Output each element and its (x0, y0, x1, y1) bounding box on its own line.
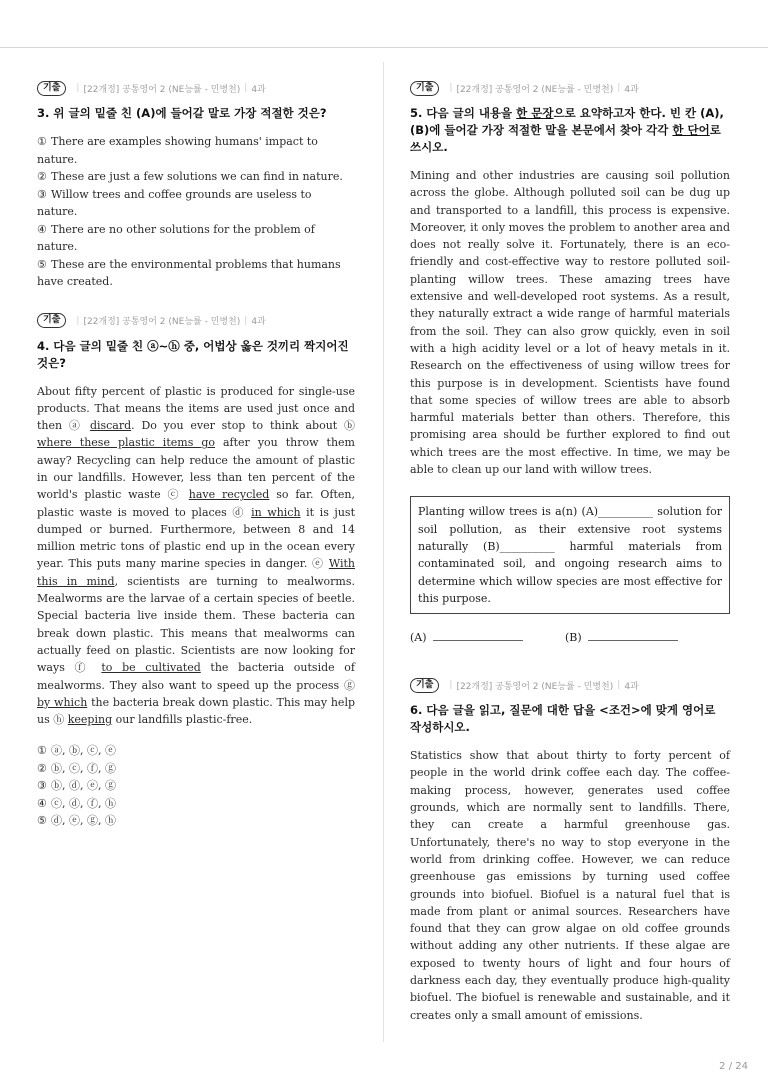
option-number: ④ (37, 796, 47, 810)
option-text: These are just a few solutions we can find in nature. (51, 170, 343, 183)
passage-underlined: With this in mind (37, 557, 355, 588)
lesson-label: 4과 (251, 317, 266, 327)
option-1[interactable] (37, 133, 355, 168)
option-2[interactable] (37, 168, 355, 186)
option-number: ⑤ (37, 257, 47, 271)
passage-text: , scientists are turning to mealworms. Mealworms are the larvae of a certain species of beetle. Special bacteria live inside them. These bacteria can break down plastic. This means that mealworms can actually feed on plastic. Scientists are now looking for ways ⓕ (37, 574, 356, 675)
option-text: There are examples showing humans' impact to nature. (37, 135, 318, 166)
question-meta: 기출 | [22개정] 공통영어 2 (NE능률 - 민병천) | 4과 (410, 677, 730, 693)
option-2[interactable] (37, 760, 355, 778)
option-text: There are no other solutions for the problem of nature. (37, 222, 315, 253)
passage-text: it is just dumped or burned. Furthermore, between 8 and 14 million metric tons of plastic end up in the ocean every year. This puts many marine species in danger. ⓔ (37, 505, 355, 571)
option-text: These are the environmental problems that humans have created. (37, 257, 341, 288)
question-meta: 기출 | [22개정] 공통영어 2 (NE능률 - 민병천) | 4과 (37, 80, 355, 96)
title-text: 로 쓰시오. (410, 123, 721, 154)
passage-text: the bacteria outside of mealworms. They also want to speed up the process ⓖ (37, 661, 356, 692)
option-number: ③ (37, 779, 47, 793)
column-divider (383, 62, 384, 1042)
option-3[interactable] (37, 186, 355, 221)
past-exam-tag: 기출 (410, 678, 439, 693)
passage-underlined: keeping (67, 713, 113, 727)
title-underlined: 한 단어 (672, 123, 710, 137)
question-5-title (410, 105, 730, 156)
option-text: ⓑ, ⓓ, ⓔ, ⓖ (51, 779, 116, 793)
source-label: [22개정] 공통영어 2 (NE능률 - 민병천) (83, 317, 241, 327)
lesson-label: 4과 (624, 84, 639, 95)
option-text: Willow trees and coffee grounds are useless to nature. (37, 187, 312, 218)
option-number: ① (37, 744, 47, 758)
option-text: ⓒ, ⓓ, ⓕ, ⓗ (51, 796, 116, 810)
question-4-title: 4. 다음 글의 밑줄 친 ⓐ~ⓗ 중, 어법상 옳은 것끼리 짝지어진 것은? (37, 338, 349, 370)
option-4[interactable] (37, 795, 355, 813)
option-text: ⓐ, ⓑ, ⓒ, ⓔ (51, 744, 116, 758)
question-3-options (37, 133, 355, 291)
question-4-options (37, 742, 355, 830)
passage-underlined: by which (37, 695, 88, 709)
question-5-passage: Mining and other industries are causing soil pollution across the globe. Although polluted soil can be dug up and transported to a landfill, this process is expensive. Moreover, it only moves the problem to another area and does not really solve it. Fortunately, there is an eco-friendly and cost-effective way to restore polluted soil-planting willow trees. These amazing trees have extensive and well-developed root systems. As a result, they naturally extract a wide range of harmful materials from the soil. They can also grow quickly, even in soil with a high acidity level or a lot of heavy metals in it. Research on the effectiveness of using willow trees for this purpose is in development. Scientists have found that some species of willow trees are able to absorb harmful materials better than others. Therefore, this promising area should be further explored to find out which trees are the most effective. In time, we may be able to clean up our land with willow trees. (410, 169, 730, 477)
title-text: 5. 다음 글의 내용을 (410, 106, 517, 120)
option-1[interactable] (37, 742, 355, 760)
right-column (410, 80, 730, 1024)
question-meta: 기출 | [22개정] 공통영어 2 (NE능률 - 민병천) | 4과 (37, 313, 355, 329)
option-number: ④ (37, 222, 47, 236)
option-text: ⓓ, ⓔ, ⓖ, ⓗ (51, 814, 116, 828)
passage-underlined: to be cultivated (101, 661, 201, 675)
option-number: ② (37, 170, 47, 183)
answer-b[interactable]: (B) (565, 628, 720, 647)
passage-text: after you throw them away? Recycling can help reduce the amount of plastic in our landfills. However, less than ten percent of the world's plastic waste ⓒ (37, 436, 355, 502)
option-number: ② (37, 761, 47, 775)
header-rule (0, 47, 768, 48)
option-number: ③ (37, 187, 47, 201)
passage-text: . Do you ever stop to think about ⓑ (131, 419, 355, 433)
passage-underlined: discard (89, 419, 132, 433)
question-6-passage: Statistics show that about thirty to forty percent of people in the world drink coffee each day. The coffee-making process, however, generates used coffee grounds, which are normally sent to landfills. There, they can create a harmful greenhouse gas. Unfortunately, there's no way to stop everyone in the world from drinking coffee. However, we can reduce greenhouse gas emissions by turning used coffee grounds into biofuel. Biofuel is a natural fuel that is made from plant or animal sources. Researchers have found that they can grow algae on old coffee grounds without adding any other nutrients. If these algae are exposed to twenty hours of light and four hours of darkness each day, they eventually produce high-quality biofuel. The biofuel is renewable and sustainable, and it creates only a small amount of emissions. (410, 749, 730, 1022)
passage-text: About fifty percent of plastic is produced for single-use products. That means the items are used just once and then ⓐ (37, 384, 355, 433)
past-exam-tag: 기출 (37, 81, 66, 96)
source-label: [22개정] 공통영어 2 (NE능률 - 민병천) (456, 681, 614, 692)
option-number: ① (37, 135, 47, 148)
summary-box: Planting willow trees is a(n) (A)__________ solution for soil pollution, as their extensive root systems naturally (B)__________ harmful materials from contaminated soil, and ongoing research aims to determine which willow species are most effective for this purpose. (410, 496, 730, 614)
option-number: ⑤ (37, 814, 47, 828)
passage-text: so far. Often, plastic waste is moved to places ⓓ (37, 488, 355, 519)
answer-blanks (410, 628, 730, 647)
answer-a[interactable]: (A) (410, 628, 565, 647)
passage-text: the bacteria break down plastic. This may help us ⓗ (37, 695, 356, 727)
question-meta: 기출 | [22개정] 공통영어 2 (NE능률 - 민병천) | 4과 (410, 80, 730, 96)
option-text: ⓑ, ⓒ, ⓕ, ⓖ (51, 761, 116, 775)
title-text: 으로 요약하고자 한다. 빈 칸 (A), (B)에 들어갈 가장 적절한 말을 본문에서 찾아 각각 (410, 106, 724, 137)
option-5[interactable] (37, 812, 355, 830)
option-3[interactable] (37, 777, 355, 795)
lesson-label: 4과 (251, 84, 266, 95)
question-4-passage (37, 383, 355, 729)
source-label: [22개정] 공통영어 2 (NE능률 - 민병천) (83, 84, 241, 95)
question-6-title: 6. 다음 글을 읽고, 질문에 대한 답을 <조건>에 맞게 영어로 작성하시오. (410, 703, 716, 735)
option-4[interactable] (37, 221, 355, 256)
passage-underlined: in which (251, 505, 301, 519)
left-column (37, 80, 355, 830)
passage-text: our landfills plastic-free. (112, 713, 253, 727)
question-3-title: 3. 위 글의 밑줄 친 (A)에 들어갈 말로 가장 적절한 것은? (37, 106, 327, 120)
lesson-label: 4과 (624, 681, 639, 692)
source-label: [22개정] 공통영어 2 (NE능률 - 민병천) (456, 84, 614, 95)
passage-underlined: have recycled (188, 488, 270, 502)
past-exam-tag: 기출 (37, 313, 66, 328)
title-underlined: 한 문장 (516, 106, 554, 120)
passage-underlined: where these plastic items go (37, 436, 215, 450)
page-number: 2 / 24 (719, 1061, 748, 1072)
option-5[interactable] (37, 256, 355, 291)
past-exam-tag: 기출 (410, 81, 439, 96)
